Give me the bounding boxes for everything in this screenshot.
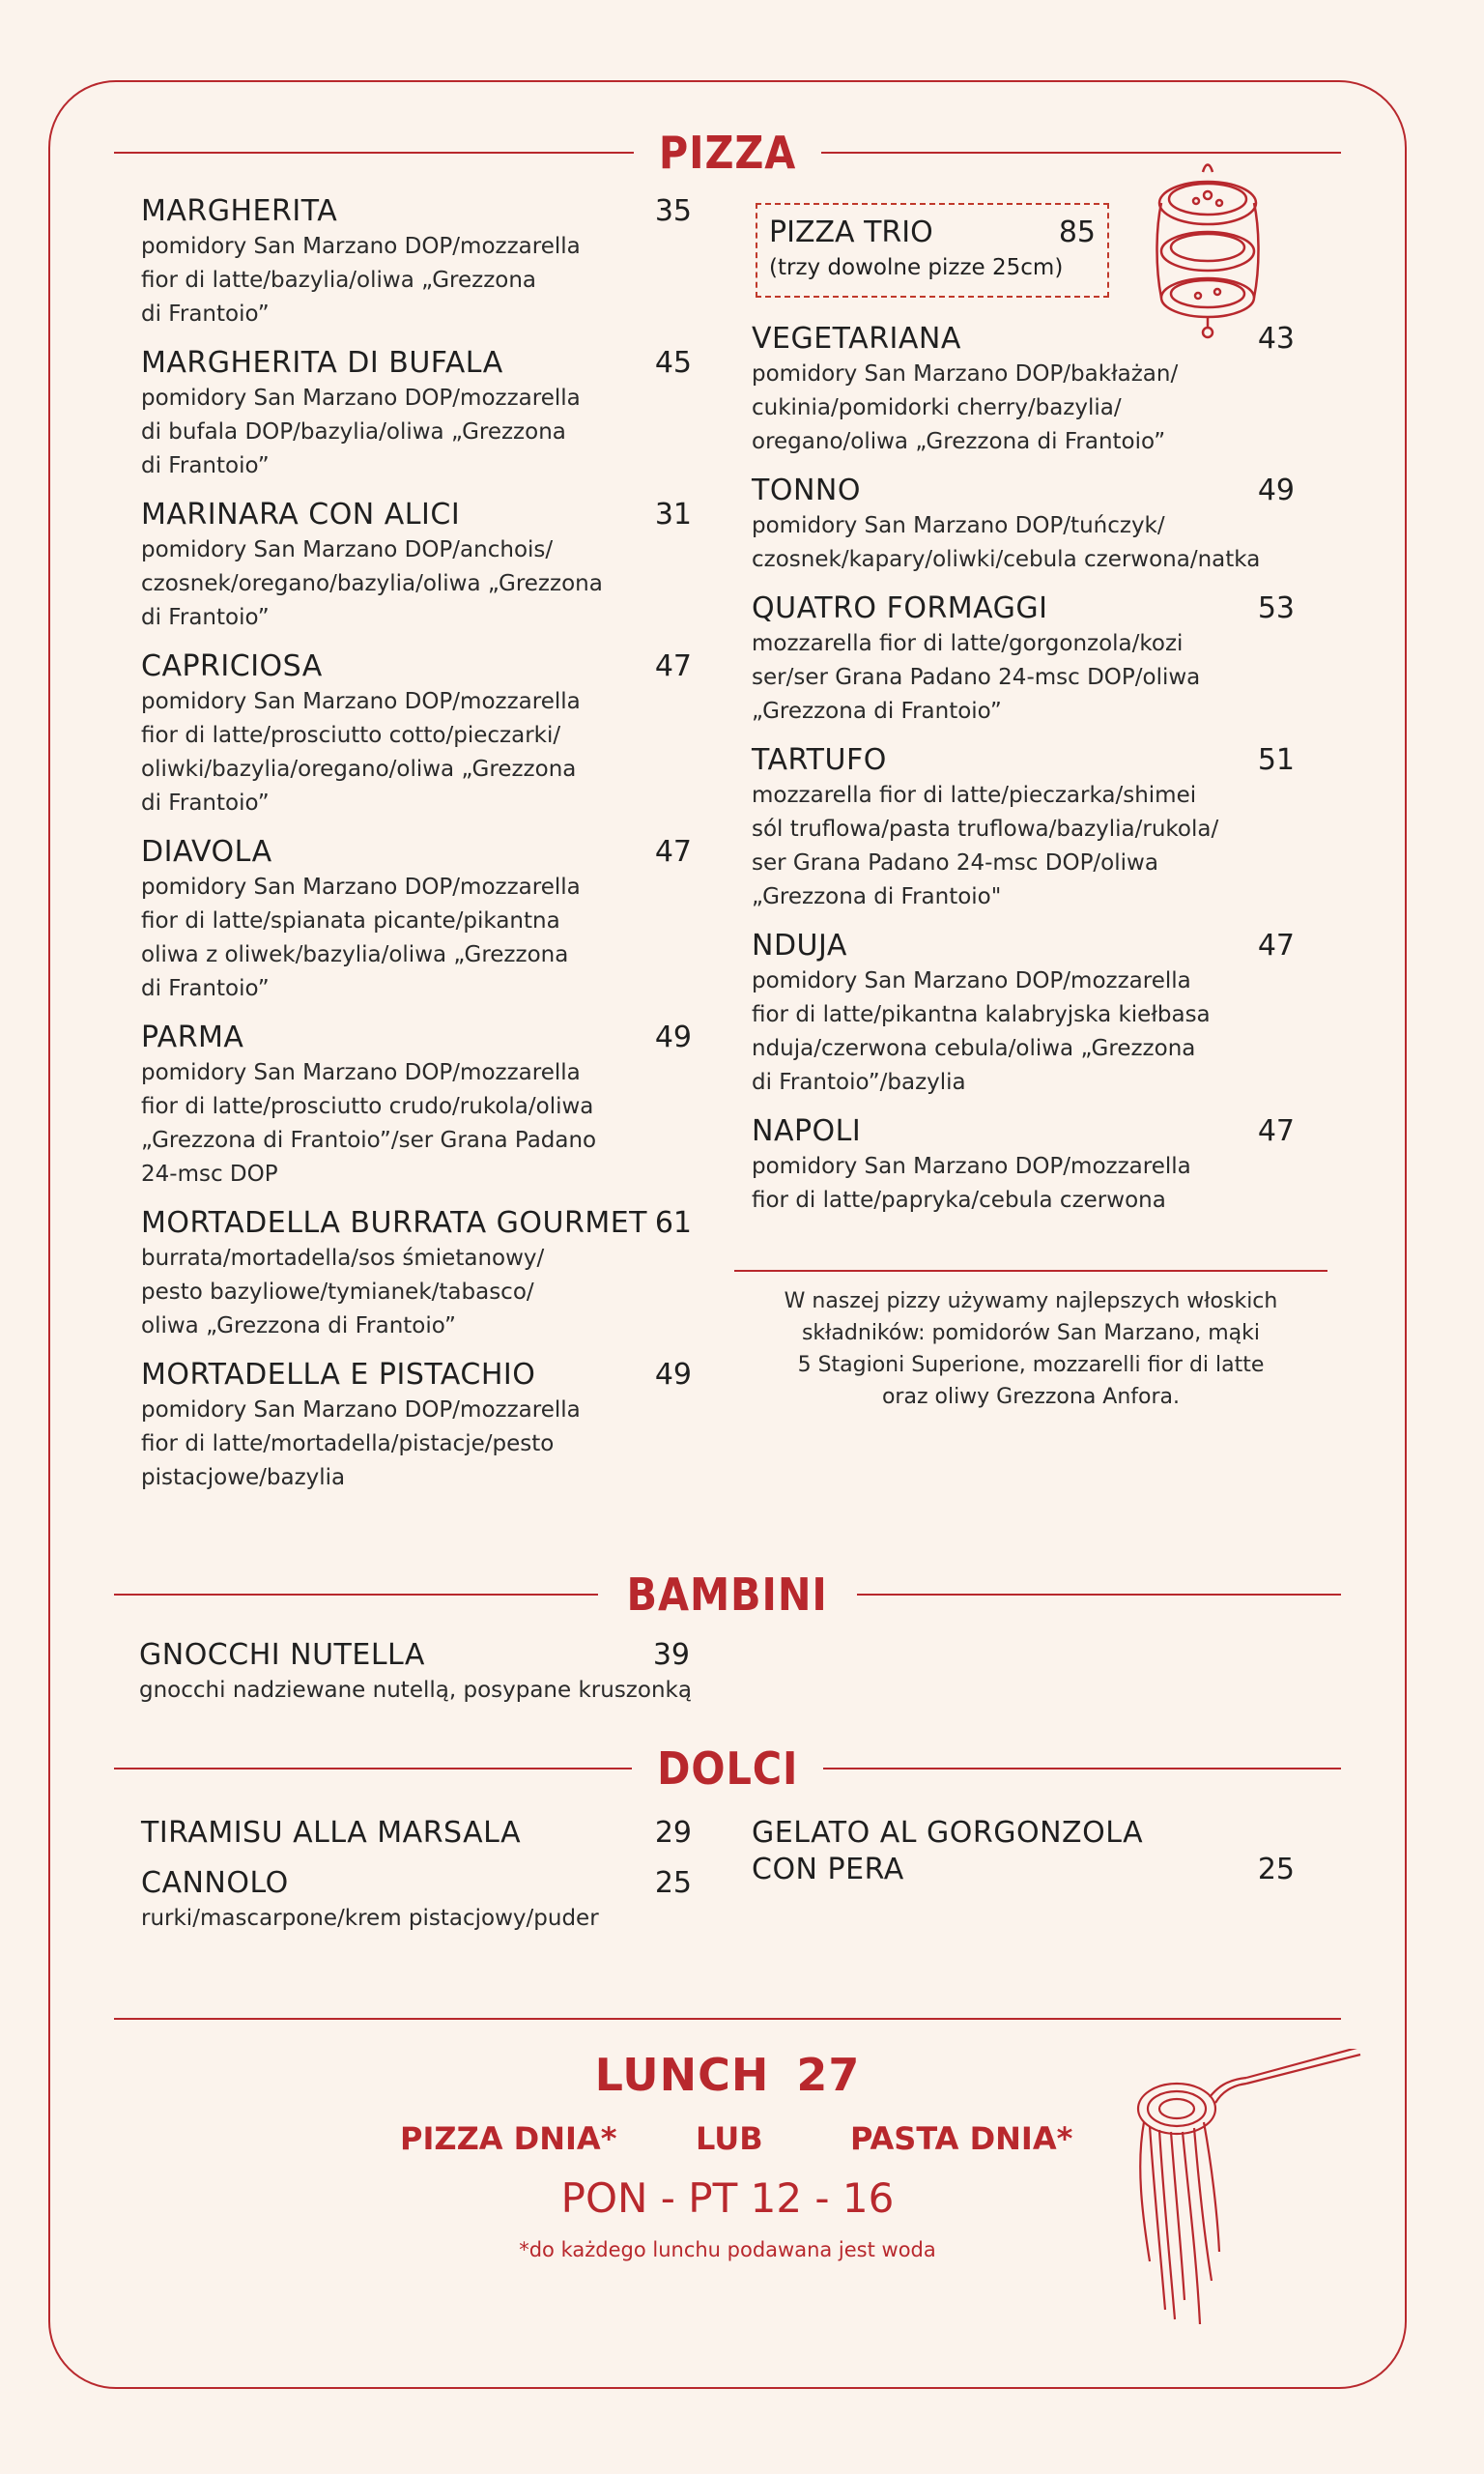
item-name: QUATRO FORMAGGI — [752, 591, 1048, 625]
item-name: TARTUFO — [752, 743, 887, 777]
pizza-right-column — [752, 321, 1295, 1231]
item-desc: „Grezzona di Frantoio” — [752, 699, 1002, 724]
item-desc: di Frantoio”/bazylia — [752, 1070, 966, 1095]
item-desc: di Frantoio” — [141, 302, 270, 327]
item-desc: czosnek/oregano/bazylia/oliwa „Grezzona — [141, 571, 603, 596]
menu-item — [752, 742, 1295, 914]
item-name: PARMA — [141, 1021, 244, 1054]
item-name: VEGETARIANA — [752, 322, 961, 356]
item-desc: ser Grana Padano 24-msc DOP/oliwa — [752, 850, 1158, 876]
menu-item — [141, 497, 692, 635]
item-name: GNOCCHI NUTELLA — [139, 1638, 425, 1672]
item-desc: pomidory San Marzano DOP/mozzarella — [752, 968, 1191, 993]
pizza-left-column — [141, 193, 692, 1509]
item-name: NDUJA — [752, 929, 847, 963]
item-price: 49 — [654, 1358, 692, 1392]
item-name: TIRAMISU ALLA MARSALA — [141, 1816, 522, 1850]
item-desc: pomidory San Marzano DOP/mozzarella — [141, 875, 581, 900]
item-desc: pomidory San Marzano DOP/mozzarella — [141, 386, 581, 411]
lunch-note: *do każdego lunchu podawana jest woda — [519, 2238, 936, 2261]
menu-item — [141, 834, 692, 1006]
item-desc: di Frantoio” — [141, 605, 270, 630]
item-desc: cukinia/pomidorki cherry/bazylia/ — [752, 395, 1122, 420]
item-desc: pistacjowe/bazylia — [141, 1465, 346, 1490]
lunch-price: 27 — [796, 2049, 861, 2101]
divider — [734, 1270, 1327, 1272]
item-desc: pomidory San Marzano DOP/bakłażan/ — [752, 361, 1179, 387]
item-desc: pomidory San Marzano DOP/tuńczyk/ — [752, 513, 1165, 538]
item-price: 39 — [652, 1638, 690, 1672]
item-price: 53 — [1257, 591, 1295, 625]
item-desc: burrata/mortadella/sos śmietanowy/ — [141, 1246, 545, 1271]
dolci-left-column — [141, 1815, 692, 1949]
item-name: MARGHERITA — [141, 194, 338, 228]
pizza-ingredients-note: W naszej pizzy używamy najlepszych włoskich składników: pomidorów San Marzano, mąki 5 Stagioni Superione, mozzarelli fior di latte oraz oliwy Grezzona Anfora. — [784, 1289, 1278, 1409]
item-price: 85 — [1058, 216, 1096, 249]
menu-item — [141, 1205, 692, 1343]
lunch-option-or: LUB — [696, 2120, 763, 2157]
lunch-option-pizza: PIZZA DNIA* — [400, 2120, 617, 2157]
item-name: NAPOLI — [752, 1114, 862, 1148]
menu-item — [141, 648, 692, 820]
item-desc: fior di latte/bazylia/oliwa „Grezzona — [141, 268, 537, 293]
menu-item — [752, 1815, 1295, 1888]
item-name: CAPRICIOSA — [141, 649, 323, 683]
item-name: CANNOLO — [141, 1866, 289, 1900]
menu-item — [752, 590, 1295, 729]
menu-item — [141, 1815, 692, 1852]
item-price: 49 — [1257, 474, 1295, 507]
item-desc: oliwki/bazylia/oregano/oliwa „Grezzona — [141, 757, 577, 782]
item-price: 47 — [1257, 1114, 1295, 1148]
item-desc: di Frantoio” — [141, 791, 270, 816]
pizza-trio-box — [756, 203, 1109, 298]
item-desc: oliwa „Grezzona di Frantoio” — [141, 1313, 456, 1338]
section-title-bambini: BAMBINI — [114, 1566, 1341, 1624]
pizza-stand-icon — [1150, 162, 1295, 341]
item-price: 51 — [1257, 743, 1295, 777]
item-desc: di Frantoio” — [141, 976, 270, 1001]
item-desc: gnocchi nadziewane nutellą, posypane kruszonką — [139, 1678, 692, 1703]
item-desc: mozzarella fior di latte/pieczarka/shimei — [752, 783, 1197, 808]
item-desc: „Grezzona di Frantoio" — [752, 884, 1002, 909]
dolci-right-column — [752, 1815, 1295, 1902]
item-price: 31 — [654, 498, 692, 532]
item-name: DIAVOLA — [141, 835, 272, 869]
item-price: 25 — [1257, 1853, 1295, 1886]
item-name-line2: CON PERA — [752, 1853, 904, 1886]
item-desc: pesto bazyliowe/tymianek/tabasco/ — [141, 1280, 534, 1305]
item-desc: di bufala DOP/bazylia/oliwa „Grezzona — [141, 419, 566, 445]
divider — [114, 2018, 1341, 2020]
item-desc: pomidory San Marzano DOP/mozzarella — [752, 1154, 1191, 1179]
item-price: 25 — [654, 1866, 692, 1900]
item-price: 43 — [1257, 322, 1295, 356]
item-desc: czosnek/kapary/oliwki/cebula czerwona/natka — [752, 547, 1261, 572]
lunch-hours: PON - PT 12 - 16 — [560, 2174, 895, 2222]
menu-item — [139, 1637, 690, 1708]
item-desc: fior di latte/prosciutto crudo/rukola/oliwa — [141, 1094, 594, 1119]
item-desc: pomidory San Marzano DOP/mozzarella — [141, 1397, 581, 1423]
item-name: MORTADELLA BURRATA GOURMET — [141, 1206, 647, 1240]
item-price: 61 — [654, 1206, 692, 1240]
item-name: TONNO — [752, 474, 861, 507]
menu-item — [141, 1865, 692, 1936]
item-name: MARINARA CON ALICI — [141, 498, 461, 532]
section-title-dolci: DOLCI — [114, 1740, 1341, 1798]
item-desc: fior di latte/spianata picante/pikantna — [141, 908, 560, 934]
item-desc: fior di latte/mortadella/pistacje/pesto — [141, 1431, 555, 1456]
item-desc: mozzarella fior di latte/gorgonzola/kozi — [752, 631, 1184, 656]
lunch-option-pasta: PASTA DNIA* — [850, 2120, 1073, 2157]
item-desc: pomidory San Marzano DOP/mozzarella — [141, 689, 581, 714]
menu-item — [752, 1113, 1295, 1218]
item-desc: pomidory San Marzano DOP/anchois/ — [141, 537, 554, 562]
item-desc: pomidory San Marzano DOP/mozzarella — [141, 1060, 581, 1085]
item-name: MARGHERITA DI BUFALA — [141, 346, 503, 380]
menu-item — [752, 473, 1295, 577]
item-desc: sól truflowa/pasta truflowa/bazylia/rukola/ — [752, 817, 1219, 842]
item-price: 49 — [654, 1021, 692, 1054]
item-desc: ser/ser Grana Padano 24-msc DOP/oliwa — [752, 665, 1201, 690]
item-price: 47 — [654, 649, 692, 683]
item-price: 47 — [654, 835, 692, 869]
item-desc: oregano/oliwa „Grezzona di Frantoio” — [752, 429, 1166, 454]
item-name: PIZZA TRIO — [769, 216, 933, 249]
section-title-pizza: PIZZA — [114, 124, 1341, 182]
item-name: GELATO AL GORGONZOLA — [752, 1816, 1144, 1850]
item-desc: 24-msc DOP — [141, 1162, 278, 1187]
item-desc: (trzy dowolne pizze 25cm) — [769, 255, 1064, 280]
item-desc: fior di latte/prosciutto cotto/pieczarki/ — [141, 723, 561, 748]
menu-item — [141, 1020, 692, 1192]
item-desc: fior di latte/pikantna kalabryjska kiełbasa — [752, 1002, 1211, 1027]
item-desc: pomidory San Marzano DOP/mozzarella — [141, 234, 581, 259]
pasta-fork-icon — [1130, 2049, 1362, 2329]
item-price: 45 — [654, 346, 692, 380]
item-price: 29 — [654, 1816, 692, 1850]
menu-item — [141, 193, 692, 331]
item-price: 47 — [1257, 929, 1295, 963]
item-desc: rurki/mascarpone/krem pistacjowy/puder — [141, 1906, 599, 1931]
item-name: MORTADELLA E PISTACHIO — [141, 1358, 536, 1392]
item-desc: „Grezzona di Frantoio”/ser Grana Padano — [141, 1128, 597, 1153]
item-desc: di Frantoio” — [141, 453, 270, 478]
item-desc: oliwa z oliwek/bazylia/oliwa „Grezzona — [141, 942, 569, 967]
lunch-title: LUNCH 27 — [594, 2049, 861, 2101]
item-desc: fior di latte/papryka/cebula czerwona — [752, 1188, 1166, 1213]
menu-item — [141, 345, 692, 483]
menu-item — [752, 928, 1295, 1100]
bambini-column — [139, 1637, 690, 1721]
menu-item — [141, 1357, 692, 1495]
item-desc: nduja/czerwona cebula/oliwa „Grezzona — [752, 1036, 1196, 1061]
item-price: 35 — [654, 194, 692, 228]
menu-item — [752, 321, 1295, 459]
